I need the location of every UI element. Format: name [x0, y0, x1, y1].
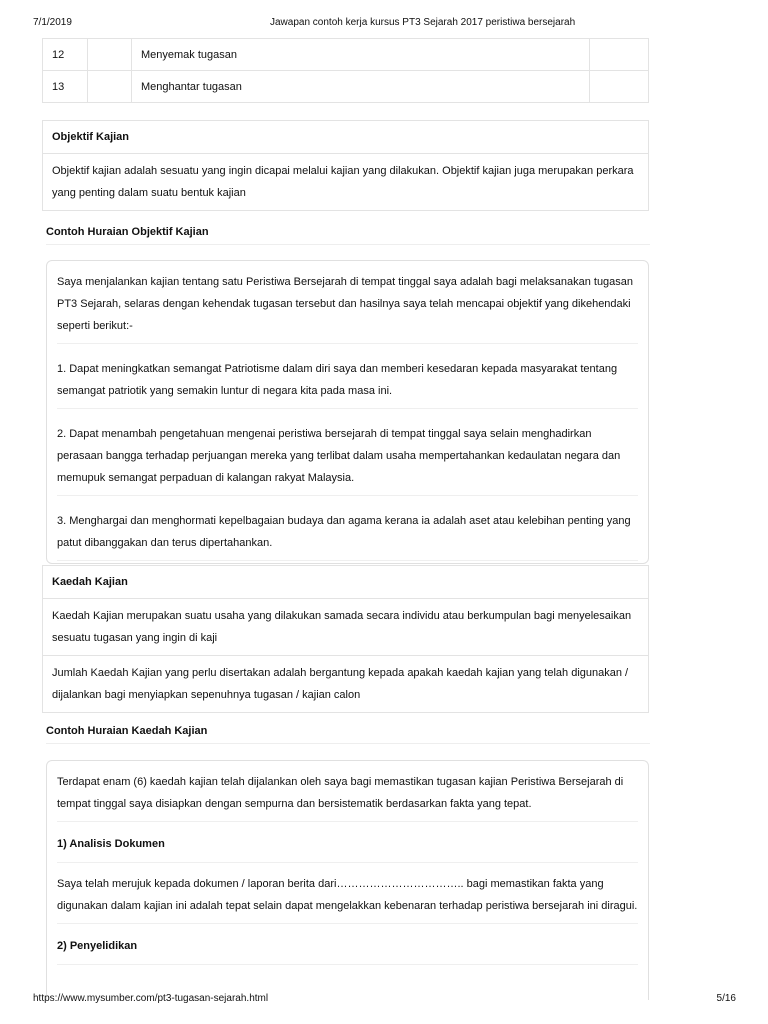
print-page-title: Jawapan contoh kerja kursus PT3 Sejarah 2017 peristiwa bersejarah — [270, 17, 576, 28]
method-title-2: 2) Penyelidikan — [57, 940, 138, 952]
table-row — [43, 39, 649, 71]
print-date: 7/1/2019 — [33, 17, 72, 28]
section-heading-contoh-objektif: Contoh Huraian Objektif Kajian — [46, 226, 650, 245]
task-table — [42, 38, 649, 103]
print-footer-url: https://www.mysumber.com/pt3-tugasan-sejarah.html — [33, 993, 269, 1004]
objective-point-3: 3. Menghargai dan menghormati kepelbagaian budaya dan agama kerana ia adalah aset atau kelebihan penting yang patut dibanggakan dan terus dipertahankan. — [57, 510, 638, 561]
intro-paragraph: Terdapat enam (6) kaedah kajian telah dijalankan oleh saya bagi memastikan tugasan kajian Peristiwa Bersejarah di tempat tinggal saya disiapkan dengan sempurna dan bersistematik berdasarkan fakta yang tepat. — [57, 771, 638, 822]
kaedah-kajian-panel — [42, 565, 649, 713]
panel-title: Kaedah Kajian — [43, 566, 648, 599]
method-title-1: 1) Analisis Dokumen — [57, 838, 165, 850]
task-number: 12 — [43, 39, 88, 71]
task-name: Menghantar tugasan — [132, 71, 590, 103]
empty-cell — [590, 71, 649, 103]
empty-cell — [88, 39, 132, 71]
panel-body: Kaedah Kajian merupakan suatu usaha yang dilakukan samada secara individu atau berkumpulan bagi menyelesaikan sesuatu tugasan yang ingin di kaji — [52, 610, 632, 644]
panel-body: Objektif kajian adalah sesuatu yang ingin dicapai melalui kajian yang dilakukan. Objektif kajian juga merupakan perkara yang penting dalam suatu bentuk kajian — [52, 165, 634, 199]
task-name: Menyemak tugasan — [132, 39, 590, 71]
empty-cell — [590, 39, 649, 71]
objective-point-1: 1. Dapat meningkatkan semangat Patriotisme dalam diri saya dan memberi kesedaran kepada masyarakat tentang semangat patriotik yang semakin luntur di negara kita pada masa ini. — [57, 358, 638, 409]
section-heading-contoh-kaedah: Contoh Huraian Kaedah Kajian — [46, 725, 650, 744]
table-row — [43, 71, 649, 103]
empty-cell — [88, 71, 132, 103]
divider — [57, 862, 638, 863]
objektif-kajian-panel — [42, 120, 649, 211]
panel-body: Jumlah Kaedah Kajian yang perlu disertakan adalah bergantung kepada apakah kaedah kajian yang telah digunakan / dijalankan bagi menyiapkan sepenuhnya tugasan / kajian calon — [43, 655, 648, 712]
divider — [57, 964, 638, 965]
contoh-kaedah-card — [46, 760, 649, 1000]
print-page-number: 5/16 — [716, 993, 736, 1004]
intro-paragraph: Saya menjalankan kajian tentang satu Peristiwa Bersejarah di tempat tinggal saya adalah bagi melaksanakan tugasan PT3 Sejarah, selaras dengan kehendak tugasan tersebut dan hasilnya saya telah mencapai objektif yang dikehendaki seperti berikut:- — [57, 271, 638, 344]
objective-point-2: 2. Dapat menambah pengetahuan mengenai peristiwa bersejarah di tempat tinggal saya selain menghadirkan perasaan bangga terhadap perjuangan mereka yang terlibat dalam usaha mempertahankan kedaulatan negara dan memupuk semangat perpaduan di kalangan rakyat Malaysia. — [57, 423, 638, 496]
method-body-1: Saya telah merujuk kepada dokumen / laporan berita dari…………………………….. bagi memastikan fakta yang digunakan dalam kajian ini adalah tepat selain dapat mengelakkan kebenaran terhadap peristiwa bersejarah ini diragui. — [57, 873, 638, 924]
panel-title: Objektif Kajian — [43, 121, 648, 154]
task-number: 13 — [43, 71, 88, 103]
contoh-objektif-card — [46, 260, 649, 564]
